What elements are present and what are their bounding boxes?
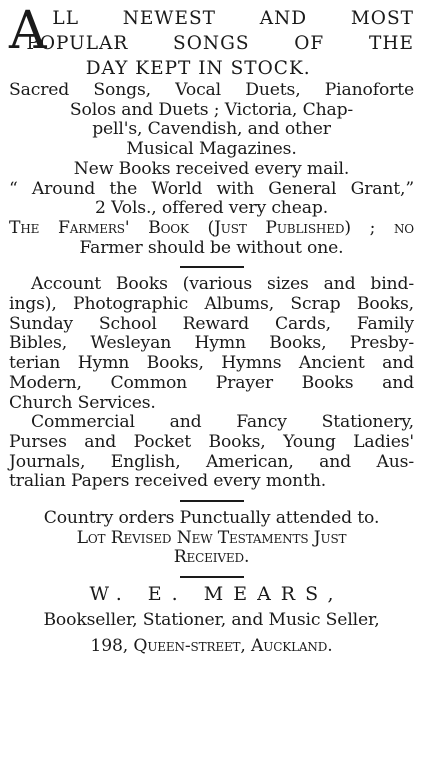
headline-line-3: DAY KEPT IN STOCK. bbox=[85, 58, 311, 79]
text-line: New Books received every mail. bbox=[73, 158, 350, 179]
text-line: terian Hymn Books, Hymns Ancient and bbox=[9, 353, 414, 374]
advertiser-address: 198, Queen-street, Auckland. bbox=[90, 635, 333, 656]
text-line: Solos and Duets ; Victoria, Chap- bbox=[69, 99, 354, 120]
headline bbox=[9, 1, 414, 81]
text-line: Received. bbox=[173, 547, 250, 568]
text-line: “ Around the World with General Grant,” bbox=[9, 178, 414, 199]
headline-line-2: POPULAR SONGS OF THE bbox=[26, 33, 414, 54]
advertiser-name: W. E. MEARS, bbox=[89, 583, 344, 606]
text-line: Farmer should be without one. bbox=[79, 237, 344, 258]
text-line: Bibles, Wesleyan Hymn Books, Presby- bbox=[9, 333, 414, 354]
text-line: Commercial and Fancy Stationery, bbox=[31, 412, 414, 433]
section-stationery bbox=[9, 275, 414, 492]
text-line: Lot Revised New Testaments Just bbox=[76, 527, 347, 548]
divider-rule bbox=[180, 576, 244, 578]
drop-cap: A bbox=[9, 1, 47, 61]
text-line: Account Books (various sizes and bind- bbox=[31, 274, 414, 295]
text-line: Musical Magazines. bbox=[126, 139, 297, 160]
text-line: Journals, English, American, and Aus- bbox=[9, 451, 414, 472]
headline-line-1: LL NEWEST AND MOST bbox=[52, 8, 414, 29]
text-line: Modern, Common Prayer Books and bbox=[9, 372, 414, 393]
text-line: Purses and Pocket Books, Young Ladies' bbox=[9, 431, 414, 452]
text-line: Country orders Punctually attended to. bbox=[43, 508, 380, 529]
text-line: Sacred Songs, Vocal Duets, Pianoforte bbox=[9, 80, 414, 100]
divider-rule bbox=[180, 500, 244, 502]
divider-rule bbox=[180, 266, 244, 268]
footer bbox=[9, 585, 414, 656]
text-line: Church Services. bbox=[9, 392, 156, 413]
text-line: Sunday School Reward Cards, Family bbox=[9, 313, 414, 334]
text-line: tralian Papers received every month. bbox=[9, 471, 327, 492]
text-line: ings), Photographic Albums, Scrap Books, bbox=[9, 294, 414, 315]
text-line: The Farmers' Book (Just Published) ; no bbox=[9, 217, 414, 238]
text-line: 2 Vols., offered very cheap. bbox=[94, 198, 329, 219]
text-line: pell's, Cavendish, and other bbox=[92, 119, 331, 140]
headline-lines bbox=[26, 6, 414, 81]
section-orders bbox=[9, 509, 414, 568]
section-music bbox=[9, 81, 414, 258]
advertiser-trades: Bookseller, Stationer, and Music Seller, bbox=[43, 609, 380, 630]
